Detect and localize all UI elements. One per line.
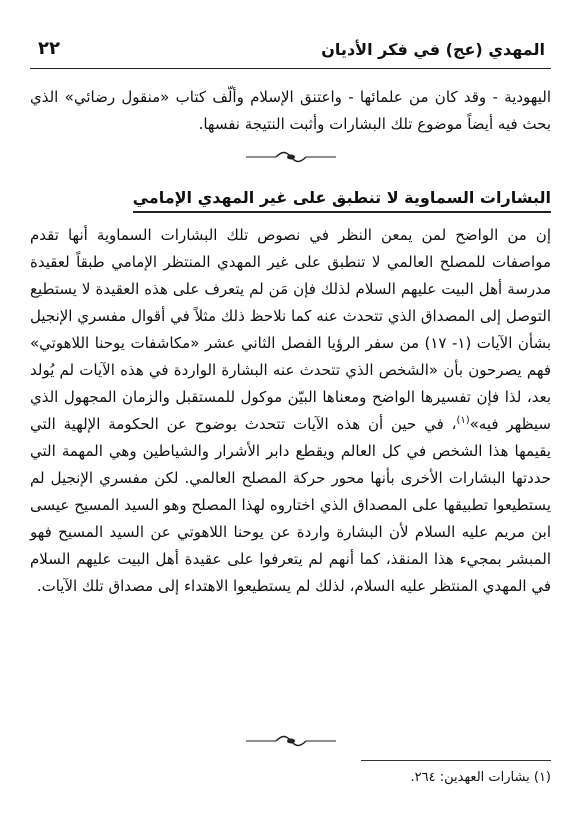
footnote-text: بشارات العهدين: ٢٦٤. — [410, 770, 530, 785]
main-text-part-1: إن من الواضح لمن يمعن النظر في نصوص تلك البشارات السماوية أنها تقدم مواصفات للمصلح العالمي لا تنطبق على غير المهدي المنتظر الإمامي طبقاً لعقيدة مدرسة أهل البيت عليهم السلام لذلك فإن مَن لم يتعرف على هذه العقيدة لا يستطيع التوصل إلى المصداق الذي تتحدث عنه كما نلاحظ ذلك مثلاً في أقوال مفسري الإنجيل بشأن الآيات (١- ١٧) من سفر الرؤيا الفصل الثاني عشر «مكاشفات يوحنا اللاهوتي» فهم يصرحون بأن «الشخص الذي تتحدث عنه البشارة الواردة في هذه الآيات لم يُولد بعد، لذا فإن تفسيرها الواضح ومعناها البيّن موكول للمستقبل والزمان المجهول الذي سيظهر فيه» — [30, 226, 551, 433]
intro-paragraph — [30, 84, 551, 138]
scroll-ornament-icon — [0, 148, 581, 160]
main-text-part-2: ، في حين أن هذه الآيات تتحدث بوضوح عن الحكومة الإلهية التي يقيمها هذا الشخص في كل العالم ويقطع دابر الأشرار والشياطين وهي المهمة التي حددتها البشارات الأخرى بأنها محور حركة المصلح العالمي. لكن مفسري الإنجيل لم يستطيعوا تطبيقها على المصداق الذي اختاروه لهذا المصلح وهو السيد المسيح عيسى ابن مريم عليه السلام لأن البشارة واردة عن يوحنا اللاهوتي عن السيد المسيح فهو المبشر بمجيء هذا المنقذ، كما أنهم لم يتعرفوا على عقيدة أهل البيت عليهم السلام في المهدي المنتظر عليه السلام، لذلك لم يستطيعوا الاهتداء إلى مصداق تلك الآيات. — [30, 415, 551, 595]
footnote — [411, 768, 552, 788]
footnote-reference: (١) — [456, 415, 470, 426]
scroll-ornament-icon — [0, 732, 581, 744]
main-text — [30, 222, 551, 600]
main-paragraph — [30, 222, 551, 600]
page-number: ٢٢ — [38, 38, 60, 59]
footnote-divider — [361, 760, 551, 761]
running-title: المهدي (عج) في فكر الأديان — [321, 40, 545, 59]
section-heading: البشارات السماوية لا تنطبق على غير المهدي الإمامي — [133, 186, 551, 213]
footnote-marker: (١) — [533, 770, 551, 785]
running-header — [30, 40, 551, 69]
intro-text: اليهودية - وقد كان من علمائها - واعتنق الإسلام وألّف كتاب «منقول رضائي» الذي بحث فيه أيضاً موضوع تلك البشارات وأثبت النتيجة نفسها. — [30, 88, 551, 133]
